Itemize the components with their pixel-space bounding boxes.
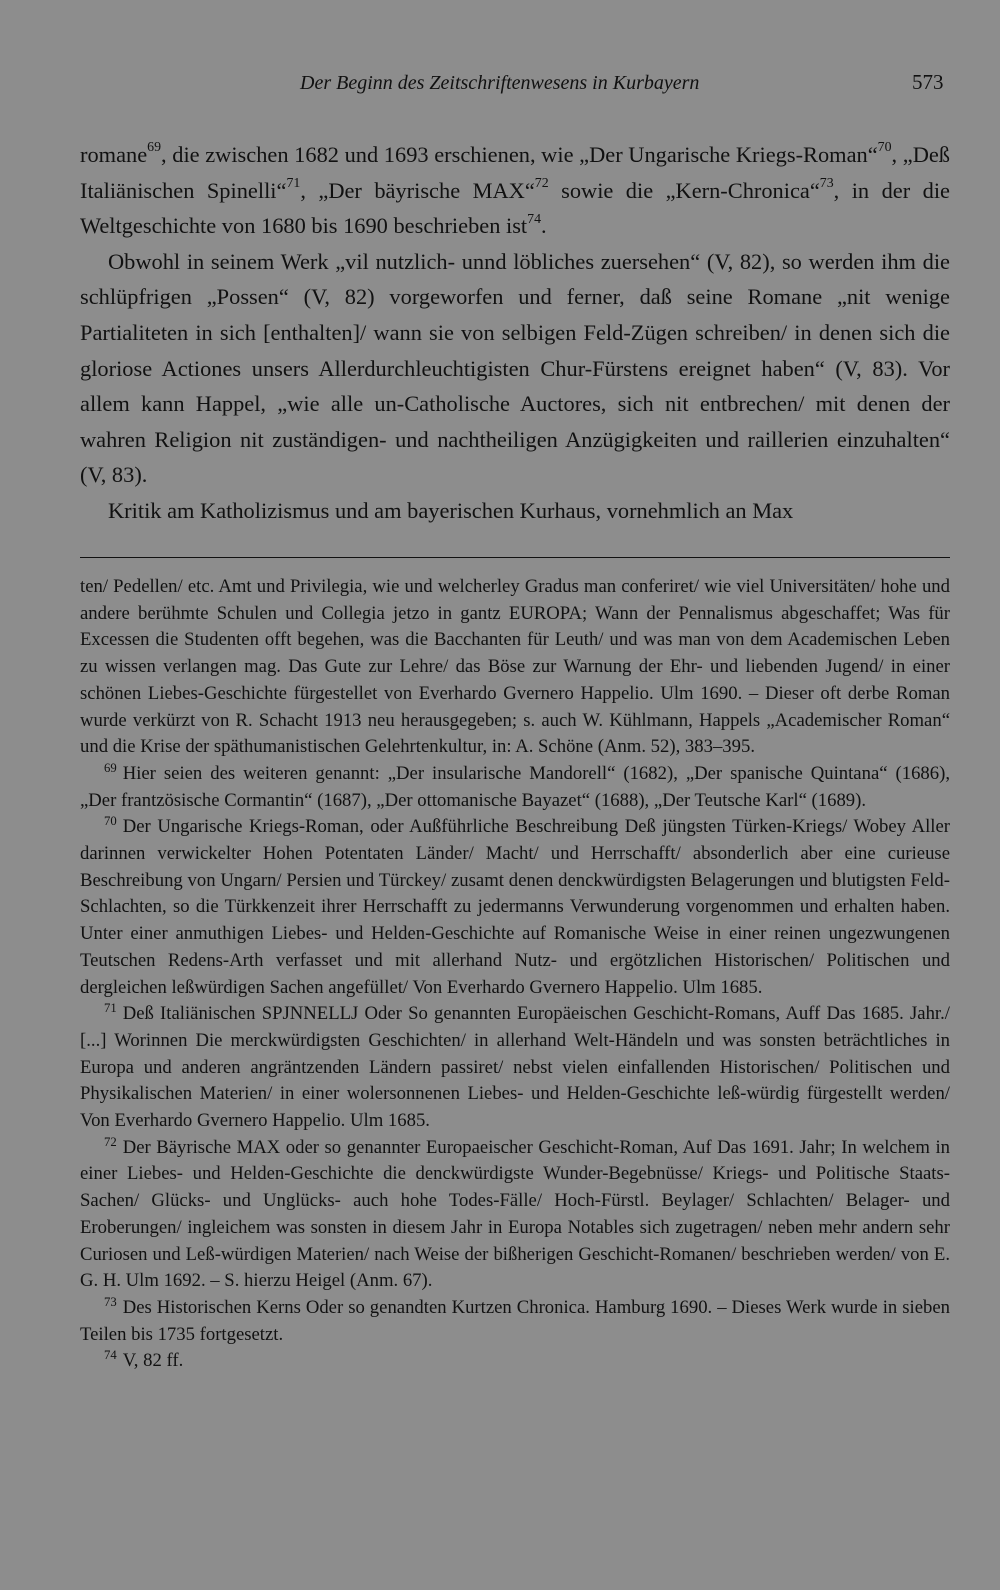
footnote-71 (80, 1001, 950, 1135)
paragraph-3: Kritik am Katholizismus und am bayerischen Kurhaus, vornehmlich an Max (108, 497, 794, 523)
footnote-continuation: ten/ Pedellen/ etc. Amt und Privilegia, wie und welcherley Gradus man conferiret/ wie viel Universitäten/ hohe und andere berühmte Schulen und Collegia jetzo in gantz EUROPA; Wann der Pennalismus abgeschaffet; Was für Excessen die Studenten offt begehen, was die Bacchanten für Leuth/ und was man von dem Academischen Leben zu wissen verlangen mag. Das Gute zur Lehre/ das Böse zur Warnung der Ehr- und liebenden Jugend/ in einer schönen Liebes-Geschichte fürgestellet von Everhardo Gvernero Happelio. Ulm 1690. – Dieser oft derbe Roman wurde verkürzt von R. Schacht 1913 neu herausgegeben; s. auch W. Kühlmann, Happels „Academischer Roman“ und die Krise der späthumanistischen Gelehrtenkultur, in: A. Schöne (Anm. 52), 383–395. (80, 576, 950, 758)
text-run: . (541, 213, 547, 239)
text-run: , in der die Weltgeschichte von 1680 bis 1690 beschrieben ist (80, 177, 950, 239)
running-title: Der Beginn des Zeitschriftenwesens in Kurbayern (300, 72, 700, 94)
footnote-72 (80, 1135, 950, 1295)
footnote-separator (80, 557, 950, 558)
text-run: , die zwischen 1682 und 1693 erschienen, wie „Der Ungarische Kriegs-Roman“ (161, 142, 878, 167)
footnote-number: 72 (104, 1134, 117, 1149)
page-number: 573 (912, 70, 944, 94)
footnote-69 (80, 761, 950, 814)
footnote-text: Deß Italiänischen SPJNNELLJ Oder So genannten Europäeischen Geschicht-Romans, Auff Das 1685. Jahr./ [...] Worinnen Die merckwürdigsten Geschichten/ in allerhand Welt-Händeln und was sonsten beträchtliches in Europa und anderen angräntzenden Ländern passiret/ nebst vielen einfallenden Historischen/ Politischen und Physikalischen Materien/ in einer wolersonnenen Liebes- und Helden-Geschichte leß-würdig fürgestellt werden/ Von Everhardo Gvernero Happelio. Ulm 1685. (80, 1003, 950, 1132)
text-run: , „Der bäyrische MAX“ (300, 177, 535, 203)
footnote-text: Der Ungarische Kriegs-Roman, oder Außführliche Beschreibung Deß jüngsten Türken-Kriegs/ Wobey Aller darinnen verwickelter Hohen Potentaten Länder/ Macht/ und Herrschafft/ absonderlich aber eine curieuse Beschreibung von Ungarn/ Persien und Türckey/ zusamt denen denckwürdigsten Belagerungen und blutigsten Feld-Schlachten, so die Türkkenzeit ihrer Herrschafft zu jedermanns Verwunderung vorgenommen und erhalten haben. Unter einer anmuthigen Liebes- und Helden-Geschichte auf Romanische Weise in einer reinen ungezwungenen Teutschen Redens-Arth verfasset und mit allerhand Nutz- und ergötzlichen Historischen/ Politischen und dergleichen leßwürdigen Sachen angefüllet/ Von Everhardo Gvernero Happelio. Ulm 1685. (80, 816, 950, 998)
footnote-text: Hier seien des weiteren genannt: „Der insularische Mandorell“ (1682), „Der spanische Quintana“ (1686), „Der frantzösische Cormantin“ (1687), „Der ottomanische Bayazet“ (1688), „Der Teutsche Karl“ (1689). (80, 762, 950, 811)
footnote-70 (80, 814, 950, 1001)
footnote-74 (80, 1348, 950, 1375)
footnote-ref-71: 71 (286, 176, 301, 192)
footnote-73 (80, 1295, 950, 1348)
page-header (0, 68, 1000, 108)
footnote-text: Des Historischen Kerns Oder so genandten Kurtzen Chronica. Hamburg 1690. – Dieses Werk wurde in sieben Teilen bis 1735 fortgesetzt. (80, 1296, 950, 1345)
footnote-ref-72: 72 (534, 176, 549, 192)
footnote-number: 69 (104, 760, 117, 775)
paragraph-2: Obwohl in seinem Werk „vil nutzlich- unnd löbliches zuersehen“ (V, 82), so werden ihm die schlüpfrigen „Possen“ (V, 82) vorgeworfen und ferner, daß seine Romane „nit wenige Partialiteten in sich [enthalten]/ wann sie von selbigen Feld-Zügen schreiben/ in denen sich die gloriose Actiones unsers Allerdurchleuchtigisten Chur-Fürstens ereignet haben“ (V, 83). Vor allem kann Happel, „wie alle un-Catholische Auctores, sich nit entbrechen/ mit denen der wahren Religion nit zuständigen- und nachtheiligen Anzügigkeiten und raillerien einzuhalten“ (V, 83). (80, 248, 950, 488)
footnote-ref-73: 73 (819, 176, 834, 192)
text-run: sowie die „Kern-Chronica“ (548, 177, 820, 203)
footnote-ref-69: 69 (147, 140, 162, 156)
footnote-text: V, 82 ff. (122, 1350, 184, 1372)
paragraph-1 (80, 137, 950, 244)
text-run: romane (80, 142, 148, 167)
footnote-number: 70 (104, 814, 117, 829)
footnote-text: Der Bäyrische MAX oder so genannter Europaeischer Geschicht-Roman, Auf Das 1691. Jahr; In welchem in einer Liebes- und Helden-Geschichte die denckwürdigste Wunder-Begebnüsse/ Kriegs- und Politische Staats-Sachen/ Glücks- und Unglücks- auch hohe Todes-Fälle/ Hoch-Fürstl. Beylager/ Schlachten/ Belager- und Eroberungen/ ingleichem was sonsten in diesem Jahr in Europa Notables sich zugetragen/ neben mehr andern sehr Curiosen und Leß-würdigen Materien/ nach Weise der bißherigen Geschicht-Romanen/ beschrieben werden/ von E. G. H. Ulm 1692. – S. hierzu Heigel (Anm. 67). (80, 1136, 950, 1292)
footnote-number: 71 (104, 1001, 117, 1016)
main-text (80, 137, 950, 529)
footnotes (80, 574, 950, 1375)
text-run: , „Deß Italiänischen Spinelli“ (80, 142, 951, 203)
footnote-ref-70: 70 (877, 140, 892, 156)
footnote-number: 74 (104, 1348, 117, 1363)
footnote-ref-74: 74 (527, 211, 542, 227)
footnote-number: 73 (104, 1294, 117, 1309)
